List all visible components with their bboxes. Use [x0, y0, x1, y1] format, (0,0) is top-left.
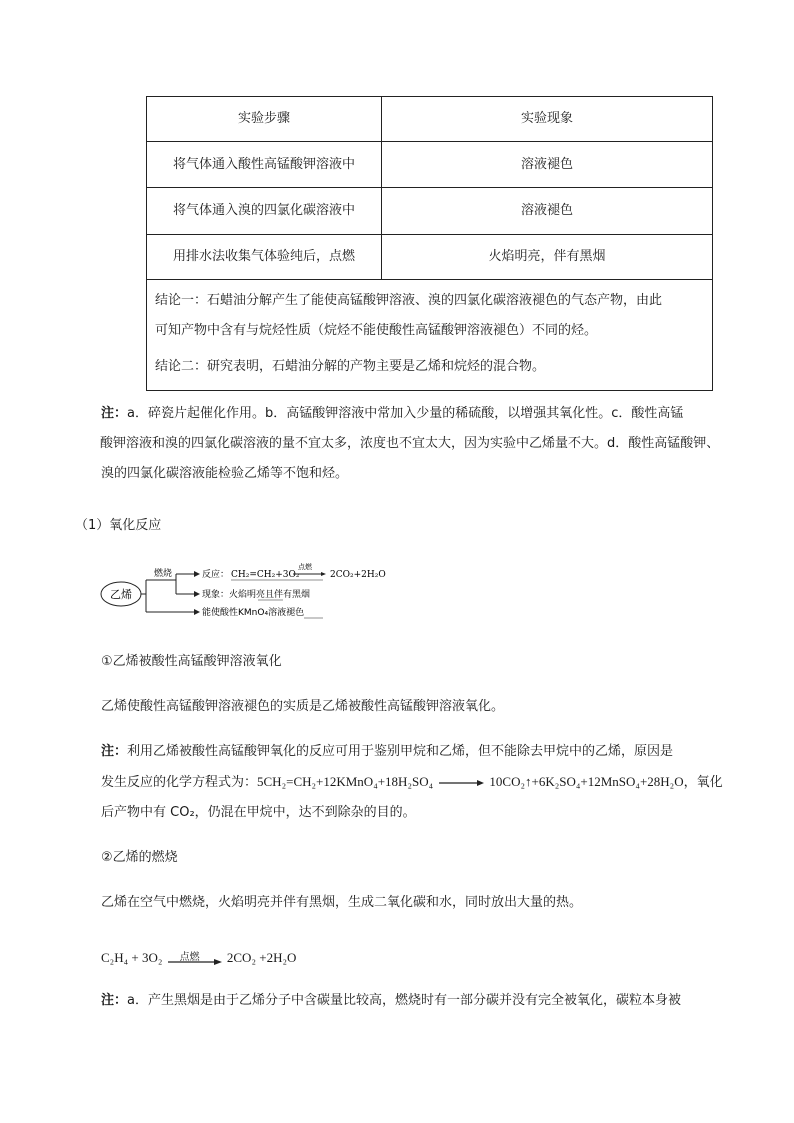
- note-text: ，氧化: [683, 775, 723, 790]
- note-text: 发生反应的化学方程式为：: [101, 775, 258, 790]
- table-row: [147, 188, 713, 235]
- table-row: [147, 235, 713, 280]
- table-header-row: [147, 97, 713, 142]
- conclusion-two: 结论二：研究表明，石蜡油分解的产物主要是乙烯和烷烃的混合物。: [155, 359, 546, 374]
- note-text: 利用乙烯被酸性高锰酸钾氧化的反应可用于鉴别甲烷和乙烯，但不能除去甲烷中的乙烯，原因是: [127, 744, 674, 759]
- diagram-center-label: 乙烯: [110, 588, 132, 601]
- table-cell: 溶液褪色: [382, 142, 713, 188]
- table-cell: 将气体通入酸性高锰酸钾溶液中: [147, 142, 382, 188]
- arrow-icon: [321, 572, 326, 576]
- diagram-condition: 点燃: [298, 563, 312, 571]
- table-cell: 火焰明亮，伴有黑烟: [382, 235, 713, 280]
- diagram-phenomenon: 现象：火焰明亮且伴有黑烟: [202, 590, 311, 600]
- equation-right: 10CO₂↑+6K₂SO₄+12MnSO₄+28H₂O: [489, 774, 684, 789]
- table-cell: 溶液褪色: [382, 188, 713, 235]
- conclusion-cell: [147, 280, 713, 391]
- oxidation-diagram: [98, 556, 398, 628]
- paragraph-oxidation: 乙烯使酸性高锰酸钾溶液褪色的实质是乙烯被酸性高锰酸钾溶液氧化。: [101, 699, 505, 714]
- subheading-combustion: ②乙烯的燃烧: [101, 850, 178, 865]
- reaction-arrow: [166, 949, 224, 969]
- equation-right: 2CO₂ +2H₂O: [226, 950, 297, 965]
- note-text: a．碎瓷片起催化作用。b．高锰酸钾溶液中常加入少量的稀硫酸，以增强其氧化性。c．酸性高锰: [127, 406, 684, 421]
- note-paragraph-2: [101, 737, 741, 828]
- note-text: 溴的四氯化碳溶液能检验乙烯等不饱和烃。: [101, 466, 349, 481]
- diagram-reaction-left: CH₂=CH₂+3O₂: [231, 570, 300, 580]
- table-header-steps: 实验步骤: [147, 97, 382, 142]
- long-arrow-icon: [437, 777, 485, 789]
- reaction-condition: 点燃: [179, 952, 200, 964]
- note-text: 酸钾溶液和溴的四氯化碳溶液的量不宜太多，浓度也不宜太大，因为实验中乙烯量不大。d．酸性高锰酸钾、: [100, 436, 720, 451]
- section-heading: （1）氧化反应: [75, 518, 162, 533]
- note-paragraph-1: [101, 399, 721, 489]
- diagram-reaction-right: 2CO₂+2H₂O: [330, 570, 386, 580]
- arrow-icon: [194, 571, 200, 577]
- note-label: 注：: [101, 406, 128, 421]
- experiment-table: [146, 96, 713, 391]
- conclusion-one-line1: 结论一：石蜡油分解产生了能使高锰酸钾溶液、溴的四氯化碳溶液褪色的气态产物，由此: [155, 293, 663, 308]
- equation-left: C₂H₄ + 3O₂: [101, 950, 163, 965]
- table-conclusion-row: [147, 280, 713, 391]
- combustion-equation: [101, 943, 721, 973]
- arrow-icon: [194, 609, 200, 615]
- note-paragraph-3: [101, 986, 741, 1016]
- table-cell: 将气体通入溴的四氯化碳溶液中: [147, 188, 382, 235]
- table-row: [147, 142, 713, 188]
- arrow-icon: [194, 591, 200, 597]
- diagram-burn-label: 燃烧: [154, 569, 173, 579]
- conclusion-one-line2: 可知产物中含有与烷烃性质（烷烃不能使酸性高锰酸钾溶液褪色）不同的烃。: [155, 323, 598, 338]
- note-text: a．产生黑烟是由于乙烯分子中含碳量比较高，燃烧时有一部分碳并没有完全被氧化，碳粒本身被: [127, 993, 681, 1008]
- note-label: 注：: [101, 993, 128, 1008]
- note-label: 注：: [101, 744, 128, 759]
- table-cell: 用排水法收集气体验纯后，点燃: [147, 235, 382, 280]
- table-header-phenomena: 实验现象: [382, 97, 713, 142]
- arrow-icon: [166, 957, 224, 967]
- subheading-oxidation: ①乙烯被酸性高锰酸钾溶液氧化: [101, 654, 282, 669]
- note-text: 后产物中有 CO₂，仍混在甲烷中，达不到除杂的目的。: [101, 805, 416, 820]
- diagram-reaction-label: 反应：: [202, 570, 230, 580]
- paragraph-combustion: 乙烯在空气中燃烧，火焰明亮并伴有黑烟，生成二氧化碳和水，同时放出大量的热。: [101, 895, 583, 910]
- equation-left: 5CH₂=CH₂+12KMnO₄+18H₂SO₄: [257, 774, 434, 789]
- diagram-kmno4: 能使酸性KMnO₄溶液褪色: [202, 608, 305, 618]
